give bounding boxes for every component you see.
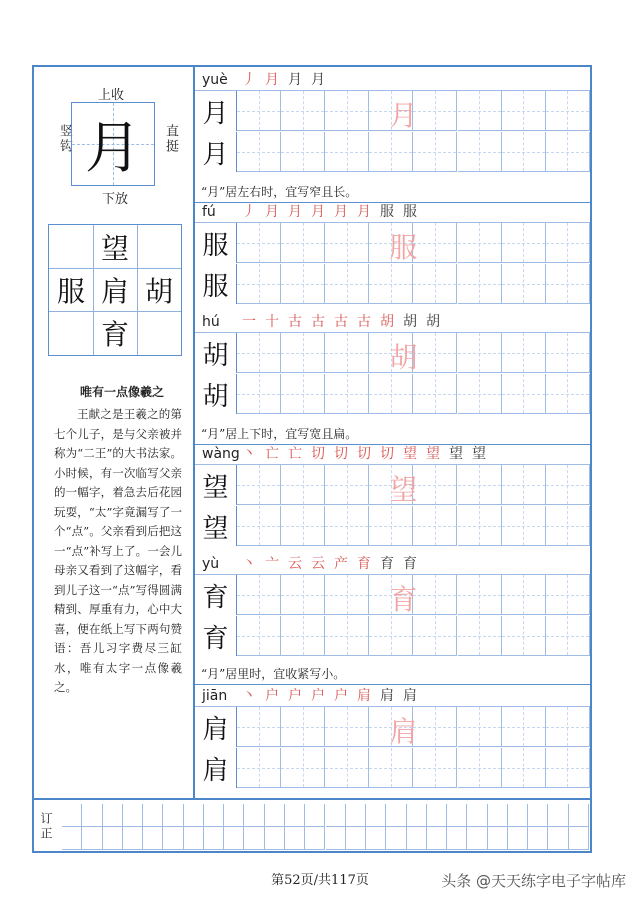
stroke-order (239, 202, 420, 222)
correction-cell[interactable] (244, 827, 264, 850)
stroke-step: 一 (242, 314, 256, 330)
trace-char: 育 (389, 583, 418, 616)
stroke-step: 丶 (242, 446, 256, 462)
practice-section (195, 70, 590, 170)
correction-cell[interactable] (548, 804, 568, 827)
practice-cell[interactable] (502, 223, 546, 263)
related-char-bottom: 育 (100, 318, 129, 351)
pinyin-row (195, 202, 590, 223)
stroke-step: 切 (357, 446, 371, 462)
correction-cell[interactable] (62, 827, 82, 850)
model-char: 胡 (195, 374, 237, 414)
writing-row (195, 374, 590, 414)
writing-row (195, 506, 590, 546)
correction-cell[interactable] (447, 804, 467, 827)
correction-cell[interactable] (82, 804, 102, 827)
trace-char: 服 (389, 231, 418, 264)
practice-cell[interactable] (546, 132, 590, 172)
practice-cell[interactable] (281, 374, 325, 414)
model-char: 育 (195, 575, 237, 615)
practice-cell[interactable] (237, 264, 281, 304)
practice-cell[interactable] (413, 91, 457, 131)
note-row: “月”居里时，宜收紧写小。 (195, 663, 590, 685)
practice-cell[interactable] (237, 333, 281, 373)
practice-cell[interactable] (325, 91, 369, 131)
practice-section (195, 444, 590, 544)
correction-cell[interactable] (467, 804, 487, 827)
practice-cell[interactable] (369, 748, 413, 788)
hint-top: 上收 (98, 88, 125, 103)
related-char-right: 胡 (144, 275, 173, 308)
stroke-order (239, 444, 489, 464)
stroke-step: 古 (334, 314, 348, 330)
related-char-center: 肩 (100, 275, 129, 308)
correction-cell[interactable] (305, 827, 325, 850)
stroke-step: 服 (403, 204, 417, 220)
correction-cell[interactable] (265, 827, 285, 850)
correction-cell[interactable] (326, 827, 346, 850)
practice-cell[interactable] (546, 91, 590, 131)
model-char: 望 (195, 465, 237, 505)
practice-cell[interactable] (281, 132, 325, 172)
correction-cell[interactable] (366, 827, 386, 850)
correction-cell[interactable] (143, 804, 163, 827)
stroke-step: 胡 (426, 314, 440, 330)
correction-cell[interactable] (346, 804, 366, 827)
stroke-step: 胡 (380, 314, 394, 330)
practice-cell[interactable] (281, 748, 325, 788)
practice-cell[interactable] (546, 506, 590, 546)
pinyin-row (195, 554, 590, 575)
model-char: 月 (195, 91, 237, 131)
stroke-step: 古 (288, 314, 302, 330)
pinyin-row (195, 686, 590, 707)
practice-cell[interactable] (325, 707, 369, 747)
practice-cell[interactable] (413, 223, 457, 263)
model-char: 服 (195, 223, 237, 263)
practice-cell[interactable] (325, 264, 369, 304)
note-row: “月”居上下时，宜写宽且扁。 (195, 423, 590, 445)
correction-cell[interactable] (427, 804, 447, 827)
stroke-step: 月 (288, 204, 302, 220)
correction-cell[interactable] (488, 804, 508, 827)
practice-cell[interactable] (546, 616, 590, 656)
correction-cell[interactable] (163, 804, 183, 827)
hint-right: 直挺 (163, 124, 178, 154)
practice-cell[interactable] (546, 333, 590, 373)
practice-cell[interactable] (369, 506, 413, 546)
correction-cell[interactable] (184, 804, 204, 827)
correction-cell[interactable] (548, 827, 568, 850)
practice-cell[interactable] (502, 575, 546, 615)
stroke-step: 户 (288, 688, 302, 704)
practice-cell[interactable] (281, 616, 325, 656)
practice-cell[interactable] (281, 707, 325, 747)
main-char: 月 (85, 116, 141, 181)
stroke-step: 亠 (265, 556, 279, 572)
stroke-step: 胡 (403, 314, 417, 330)
practice-cell[interactable] (502, 91, 546, 131)
pinyin: fú (202, 204, 216, 220)
practice-section (195, 686, 590, 786)
note-row: “月”居左右时，宜写窄且长。 (195, 181, 590, 203)
correction-cell[interactable] (82, 827, 102, 850)
correction-cell[interactable] (366, 804, 386, 827)
stroke-step: 望 (426, 446, 440, 462)
practice-cell[interactable] (502, 506, 546, 546)
correction-cell[interactable] (224, 827, 244, 850)
practice-cell[interactable] (458, 506, 502, 546)
practice-cell[interactable] (237, 575, 281, 615)
practice-cell[interactable] (546, 575, 590, 615)
practice-cell[interactable] (502, 264, 546, 304)
writing-row (195, 264, 590, 304)
correction-cell[interactable] (508, 827, 528, 850)
practice-cell[interactable] (458, 333, 502, 373)
correction-cell[interactable] (528, 804, 548, 827)
stroke-step: 云 (288, 556, 302, 572)
practice-cell[interactable] (325, 374, 369, 414)
correction-cell[interactable] (467, 827, 487, 850)
practice-section (195, 202, 590, 302)
practice-cell[interactable] (502, 707, 546, 747)
practice-cell[interactable] (546, 748, 590, 788)
practice-cell[interactable] (281, 465, 325, 505)
practice-section (195, 312, 590, 412)
story-title: 唯有一点像羲之 (79, 385, 164, 399)
stroke-step: 切 (311, 446, 325, 462)
correction-cell[interactable] (204, 827, 224, 850)
correction-cell[interactable] (488, 827, 508, 850)
correction-cell[interactable] (305, 804, 325, 827)
practice-cell[interactable] (413, 333, 457, 373)
stroke-step: 亡 (265, 446, 279, 462)
practice-cell[interactable] (546, 264, 590, 304)
practice-cell[interactable] (281, 91, 325, 131)
stroke-step: 肩 (380, 688, 394, 704)
practice-cell[interactable] (458, 707, 502, 747)
pinyin: jiān (202, 688, 228, 704)
stroke-step: 丶 (242, 556, 256, 572)
practice-cell[interactable] (413, 264, 457, 304)
pinyin-row (195, 444, 590, 465)
practice-cell[interactable] (458, 465, 502, 505)
practice-cell[interactable] (413, 374, 457, 414)
practice-cell[interactable] (413, 748, 457, 788)
practice-cell[interactable] (237, 91, 281, 131)
correction-cell[interactable] (569, 827, 589, 850)
stroke-step: 月 (265, 72, 279, 88)
practice-cell[interactable] (413, 575, 457, 615)
correction-cell[interactable] (123, 804, 143, 827)
practice-cell[interactable] (413, 132, 457, 172)
related-char-top: 望 (100, 232, 129, 265)
correction-cell[interactable] (508, 804, 528, 827)
practice-cell[interactable] (281, 223, 325, 263)
practice-cell[interactable] (502, 132, 546, 172)
practice-cell[interactable] (502, 374, 546, 414)
model-char: 胡 (195, 333, 237, 373)
practice-cell[interactable] (502, 333, 546, 373)
correction-cell[interactable] (285, 827, 305, 850)
practice-cell[interactable] (237, 707, 281, 747)
stroke-step: 望 (472, 446, 486, 462)
correction-cell[interactable] (244, 804, 264, 827)
stroke-order (239, 686, 420, 706)
stroke-step: 月 (265, 204, 279, 220)
model-char: 月 (195, 132, 237, 172)
stroke-step: 切 (380, 446, 394, 462)
practice-cell[interactable] (458, 132, 502, 172)
practice-cell[interactable] (237, 374, 281, 414)
stroke-step: 丶 (242, 688, 256, 704)
stroke-step: 育 (380, 556, 394, 572)
pinyin: yuè (202, 72, 228, 88)
correction-cell[interactable] (184, 827, 204, 850)
practice-cell[interactable] (237, 465, 281, 505)
trace-char: 月 (389, 99, 418, 132)
practice-cell[interactable] (502, 465, 546, 505)
practice-cell[interactable] (458, 748, 502, 788)
stroke-step: 望 (403, 446, 417, 462)
watermark: 头条 @天天练字电子字帖库 (441, 872, 626, 890)
practice-cell[interactable] (281, 333, 325, 373)
correction-cell[interactable] (447, 827, 467, 850)
practice-cell[interactable] (325, 748, 369, 788)
writing-row (195, 748, 590, 788)
stroke-step: 育 (357, 556, 371, 572)
model-char: 肩 (195, 748, 237, 788)
correction-cell[interactable] (123, 827, 143, 850)
stroke-step: 产 (334, 556, 348, 572)
practice-cell[interactable] (458, 575, 502, 615)
stroke-step: 切 (334, 446, 348, 462)
practice-cell[interactable] (458, 223, 502, 263)
correction-cell[interactable] (62, 804, 82, 827)
model-char: 育 (195, 616, 237, 656)
practice-cell[interactable] (546, 374, 590, 414)
practice-cell[interactable] (458, 616, 502, 656)
correction-cell[interactable] (346, 827, 366, 850)
practice-cell[interactable] (237, 616, 281, 656)
stroke-step: 古 (311, 314, 325, 330)
correction-cell[interactable] (163, 827, 183, 850)
stroke-step: 月 (357, 204, 371, 220)
practice-cell[interactable] (281, 506, 325, 546)
trace-char: 肩 (389, 715, 418, 748)
stroke-step: 服 (380, 204, 394, 220)
trace-char: 胡 (389, 341, 418, 374)
pinyin: hú (202, 314, 220, 330)
correction-grid (62, 804, 589, 850)
stroke-order (239, 70, 328, 90)
stroke-order (239, 554, 420, 574)
correction-label: 订正 (39, 812, 53, 842)
writing-row (195, 616, 590, 656)
practice-cell[interactable] (546, 223, 590, 263)
stroke-step: 月 (311, 72, 325, 88)
practice-cell[interactable] (325, 333, 369, 373)
stroke-step: 亡 (288, 446, 302, 462)
related-char-left: 服 (56, 275, 85, 308)
hint-bottom: 下放 (102, 192, 129, 207)
stroke-step: 月 (311, 204, 325, 220)
practice-cell[interactable] (458, 264, 502, 304)
practice-cell[interactable] (281, 575, 325, 615)
practice-cell[interactable] (281, 264, 325, 304)
practice-cell[interactable] (325, 223, 369, 263)
practice-cell[interactable] (325, 465, 369, 505)
stroke-step: 户 (311, 688, 325, 704)
pinyin-row (195, 70, 590, 91)
story-text: 王献之是王羲之的第七个儿子，是与父亲被并称为“二王”的大书法家。小时候，有一次临写父亲的一幅字，着急去后花园玩耍，“太”字竟漏写了一个“点”。父亲看到后把这一“点”补写上了。一会儿母亲又看到了这幅字，看到儿子这一“点”写得圆满精到、厚重有力，心中大喜，便在纸上写下两句赞语：吾儿习字费尽三缸水，唯有太字一点像羲之。 (54, 407, 182, 694)
stroke-step: 望 (449, 446, 463, 462)
trace-char: 望 (389, 473, 418, 506)
stroke-step: 月 (288, 72, 302, 88)
hint-left: 竖钩 (57, 124, 72, 154)
correction-cell[interactable] (427, 827, 447, 850)
stroke-step: 古 (357, 314, 371, 330)
practice-section (195, 554, 590, 654)
practice-cell[interactable] (325, 575, 369, 615)
correction-cell[interactable] (407, 827, 427, 850)
stroke-step: 丿 (242, 72, 256, 88)
stroke-step: 肩 (357, 688, 371, 704)
pinyin: wàng (202, 446, 240, 462)
practice-cell[interactable] (458, 91, 502, 131)
stroke-step: 丿 (242, 204, 256, 220)
model-char: 望 (195, 506, 237, 546)
correction-cell[interactable] (103, 827, 123, 850)
practice-cell[interactable] (237, 748, 281, 788)
practice-cell[interactable] (237, 506, 281, 546)
stroke-step: 户 (265, 688, 279, 704)
practice-cell[interactable] (502, 748, 546, 788)
practice-cell[interactable] (546, 707, 590, 747)
writing-row (195, 132, 590, 172)
practice-cell[interactable] (369, 264, 413, 304)
correction-cell[interactable] (204, 804, 224, 827)
pinyin-row (195, 312, 590, 333)
correction-cell[interactable] (386, 827, 406, 850)
stroke-step: 月 (334, 204, 348, 220)
bottom-divider (33, 798, 591, 800)
stroke-step: 肩 (403, 688, 417, 704)
practice-cell[interactable] (413, 707, 457, 747)
correction-cell[interactable] (143, 827, 163, 850)
model-char: 肩 (195, 707, 237, 747)
practice-cell[interactable] (546, 465, 590, 505)
stroke-order (239, 312, 443, 332)
correction-cell[interactable] (528, 827, 548, 850)
correction-cell[interactable] (265, 804, 285, 827)
correction-cell[interactable] (407, 804, 427, 827)
correction-cell[interactable] (224, 804, 244, 827)
practice-cell[interactable] (237, 223, 281, 263)
practice-cell[interactable] (369, 374, 413, 414)
practice-cell[interactable] (413, 616, 457, 656)
practice-cell[interactable] (502, 616, 546, 656)
correction-cell[interactable] (569, 804, 589, 827)
practice-cell[interactable] (369, 616, 413, 656)
main-char-box (71, 102, 155, 186)
practice-cell[interactable] (325, 506, 369, 546)
practice-cell[interactable] (325, 132, 369, 172)
stroke-step: 育 (403, 556, 417, 572)
stroke-step: 户 (334, 688, 348, 704)
stroke-step: 十 (265, 314, 279, 330)
model-char: 服 (195, 264, 237, 304)
stroke-step: 云 (311, 556, 325, 572)
pinyin: yù (202, 556, 220, 572)
correction-cell[interactable] (326, 804, 346, 827)
correction-cell[interactable] (386, 804, 406, 827)
practice-cell[interactable] (413, 465, 457, 505)
page-number: 第52页/共117页 (271, 873, 369, 888)
practice-cell[interactable] (369, 132, 413, 172)
practice-cell[interactable] (413, 506, 457, 546)
correction-cell[interactable] (285, 804, 305, 827)
practice-cell[interactable] (458, 374, 502, 414)
correction-cell[interactable] (103, 804, 123, 827)
practice-cell[interactable] (237, 132, 281, 172)
practice-cell[interactable] (325, 616, 369, 656)
related-chars-grid (48, 224, 182, 356)
